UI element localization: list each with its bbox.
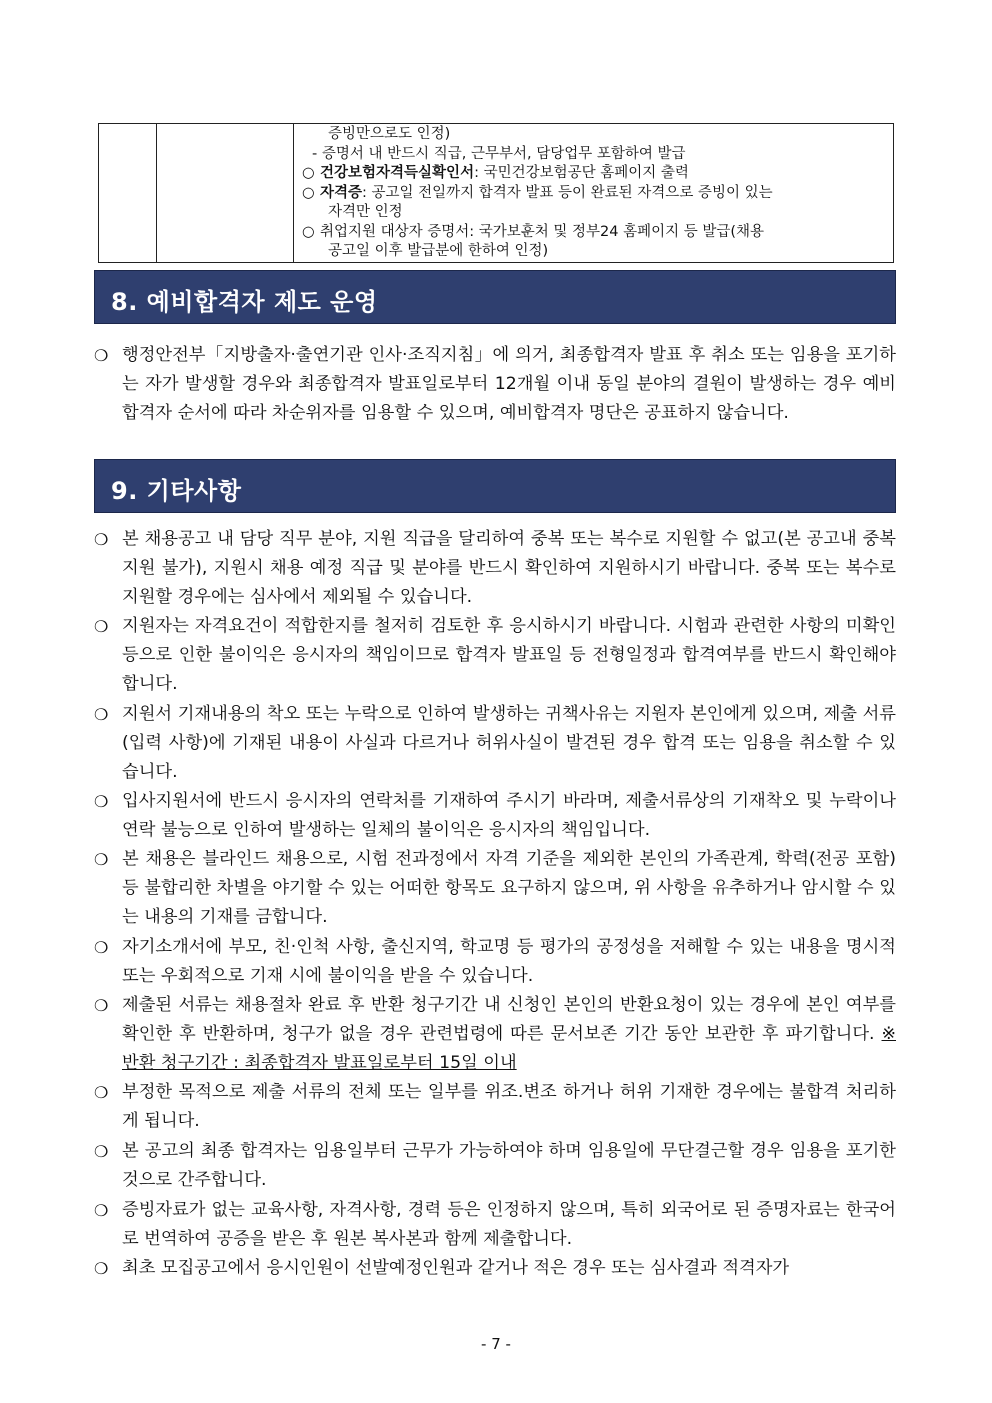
bullet-mark: ❍ xyxy=(94,1201,109,1220)
bullet-mark: ❍ xyxy=(94,996,109,1015)
table-line: 자격만 인정 xyxy=(328,204,403,220)
table-line: 증빙만으로도 인정) xyxy=(328,126,451,142)
list-item: ❍ 최초 모집공고에서 응시인원이 선발예정인원과 같거나 적은 경우 또는 심사결과 적격자가 xyxy=(94,1254,896,1283)
section-9-header xyxy=(94,459,896,513)
circle-mark: ○ xyxy=(302,165,315,181)
list-item: ❍ 제출된 서류는 채용절차 완료 후 반환 청구기간 내 신청인 본인의 반환요청이 있는 경우에 본인 여부를 확인한 후 반환하며, 청구가 없을 경우 관련법령에 따른 문서보존 기간 동안 보관한 후 파기합니다. ※ 반환 청구기간 : 최종합격자 발표일로부터 15일 이내 xyxy=(94,991,896,1078)
table-col-item xyxy=(156,124,294,262)
bullet-mark: ❍ xyxy=(94,792,109,811)
circle-mark: ○ xyxy=(302,223,315,240)
list-item: ❍ 본 공고의 최종 합격자는 임용일부터 근무가 가능하여야 하며 임용일에 무단결근할 경우 임용을 포기한 것으로 간주합니다. xyxy=(94,1137,896,1195)
list-item: ❍ 자기소개서에 부모, 친·인척 사항, 출신지역, 학교명 등 평가의 공정성을 저해할 수 있는 내용을 명시적 또는 우회적으로 기재 시에 불이익을 받을 수 있습니다. xyxy=(94,933,896,991)
qualification-table xyxy=(98,123,894,263)
list-item: ❍ 부정한 목적으로 제출 서류의 전체 또는 일부를 위조.변조 하거나 허위 기재한 경우에는 불합격 처리하게 됩니다. xyxy=(94,1078,896,1136)
table-line: ○ 취업지원 대상자 증명서: 국가보훈처 및 정부24 홈페이지 등 발급(채용 xyxy=(302,223,885,243)
bullet-mark: ❍ xyxy=(94,1142,109,1161)
bullet-mark: ❍ xyxy=(94,938,109,957)
bullet-mark: ❍ xyxy=(94,1083,109,1102)
bullet-mark: ❍ xyxy=(94,1259,109,1278)
list-item: ❍ 입사지원서에 반드시 응시자의 연락처를 기재하여 주시기 바라며, 제출서류상의 기재착오 및 누락이나 연락 불능으로 인하여 발생하는 일체의 불이익은 응시자의 책임입니다. xyxy=(94,787,896,845)
table-line: ○ 자격증: 공고일 전일까지 합격자 발표 등이 완료된 자격으로 증빙이 있는 xyxy=(302,184,885,204)
list-item: ❍ 지원자는 자격요건이 적합한지를 철저히 검토한 후 응시하시기 바랍니다. 시험과 관련한 사항의 미확인 등으로 인한 불이익은 응시자의 책임이므로 합격자 발표일 등 전형일정과 합격여부를 반드시 확인해야 합니다. xyxy=(94,612,896,699)
section-8-title: 8. 예비합격자 제도 운영 xyxy=(111,288,378,316)
table-line: 공고일 이후 발급분에 한하여 인정) xyxy=(328,243,549,259)
list-item: ❍ 증빙자료가 없는 교육사항, 자격사항, 경력 등은 인정하지 않으며, 특히 외국어로 된 증명자료는 한국어로 번역하여 공증을 받은 후 원본 복사본과 함께 제출합니다. xyxy=(94,1196,896,1254)
table-line: - 증명서 내 반드시 직급, 근무부서, 담당업무 포함하여 발급 xyxy=(312,145,686,162)
bullet-mark: ❍ xyxy=(94,850,109,869)
return-period-note: ※ 반환 청구기간 : 최종합격자 발표일로부터 15일 이내 xyxy=(122,1024,896,1073)
circle-mark: ○ xyxy=(302,184,315,201)
list-item: ❍ 본 채용은 블라인드 채용으로, 시험 전과정에서 자격 기준을 제외한 본인의 가족관계, 학력(전공 포함) 등 불합리한 차별을 야기할 수 있는 어떠한 항목도 요구하지 않으며, 위 사항을 유추하거나 암시할 수 있는 내용의 기재를 금합니다. xyxy=(94,845,896,932)
page-number: - 7 - xyxy=(481,1335,511,1353)
section-8-header xyxy=(94,270,896,324)
list-item: ❍ 지원서 기재내용의 착오 또는 누락으로 인하여 발생하는 귀책사유는 지원자 본인에게 있으며, 제출 서류(입력 사항)에 기재된 내용이 사실과 다르거나 허위사실이 발견된 경우 합격 또는 임용을 취소할 수 있습니다. xyxy=(94,700,896,787)
table-line: ○ 건강보험자격득실확인서: 국민건강보험공단 홈페이지 출력 xyxy=(302,164,885,184)
table-col-category xyxy=(99,124,157,262)
section-9-title: 9. 기타사항 xyxy=(111,477,242,505)
table-col-content xyxy=(294,124,893,262)
list-item: ❍ 본 채용공고 내 담당 직무 분야, 지원 직급을 달리하여 중복 또는 복수로 지원할 수 없고(본 공고내 중복지원 불가), 지원시 채용 예정 직급 및 분야를 반드시 확인하여 지원하시기 바랍니다. 중복 또는 복수로 지원할 경우에는 심사에서 제외될 수 있습니다. xyxy=(94,525,896,612)
list-item: ❍ 행정안전부「지방출자·출연기관 인사·조직지침」에 의거, 최종합격자 발표 후 취소 또는 임용을 포기하는 자가 발생할 경우와 최종합격자 발표일로부터 12개월 이내 동일 분야의 결원이 발생하는 경우 예비합격자 순서에 따라 차순위자를 임용할 수 있으며, 예비합격자 명단은 공표하지 않습니다. xyxy=(94,341,896,428)
bullet-mark: ❍ xyxy=(94,346,109,365)
bullet-mark: ❍ xyxy=(94,617,109,636)
bullet-mark: ❍ xyxy=(94,530,109,549)
bullet-mark: ❍ xyxy=(94,705,109,724)
